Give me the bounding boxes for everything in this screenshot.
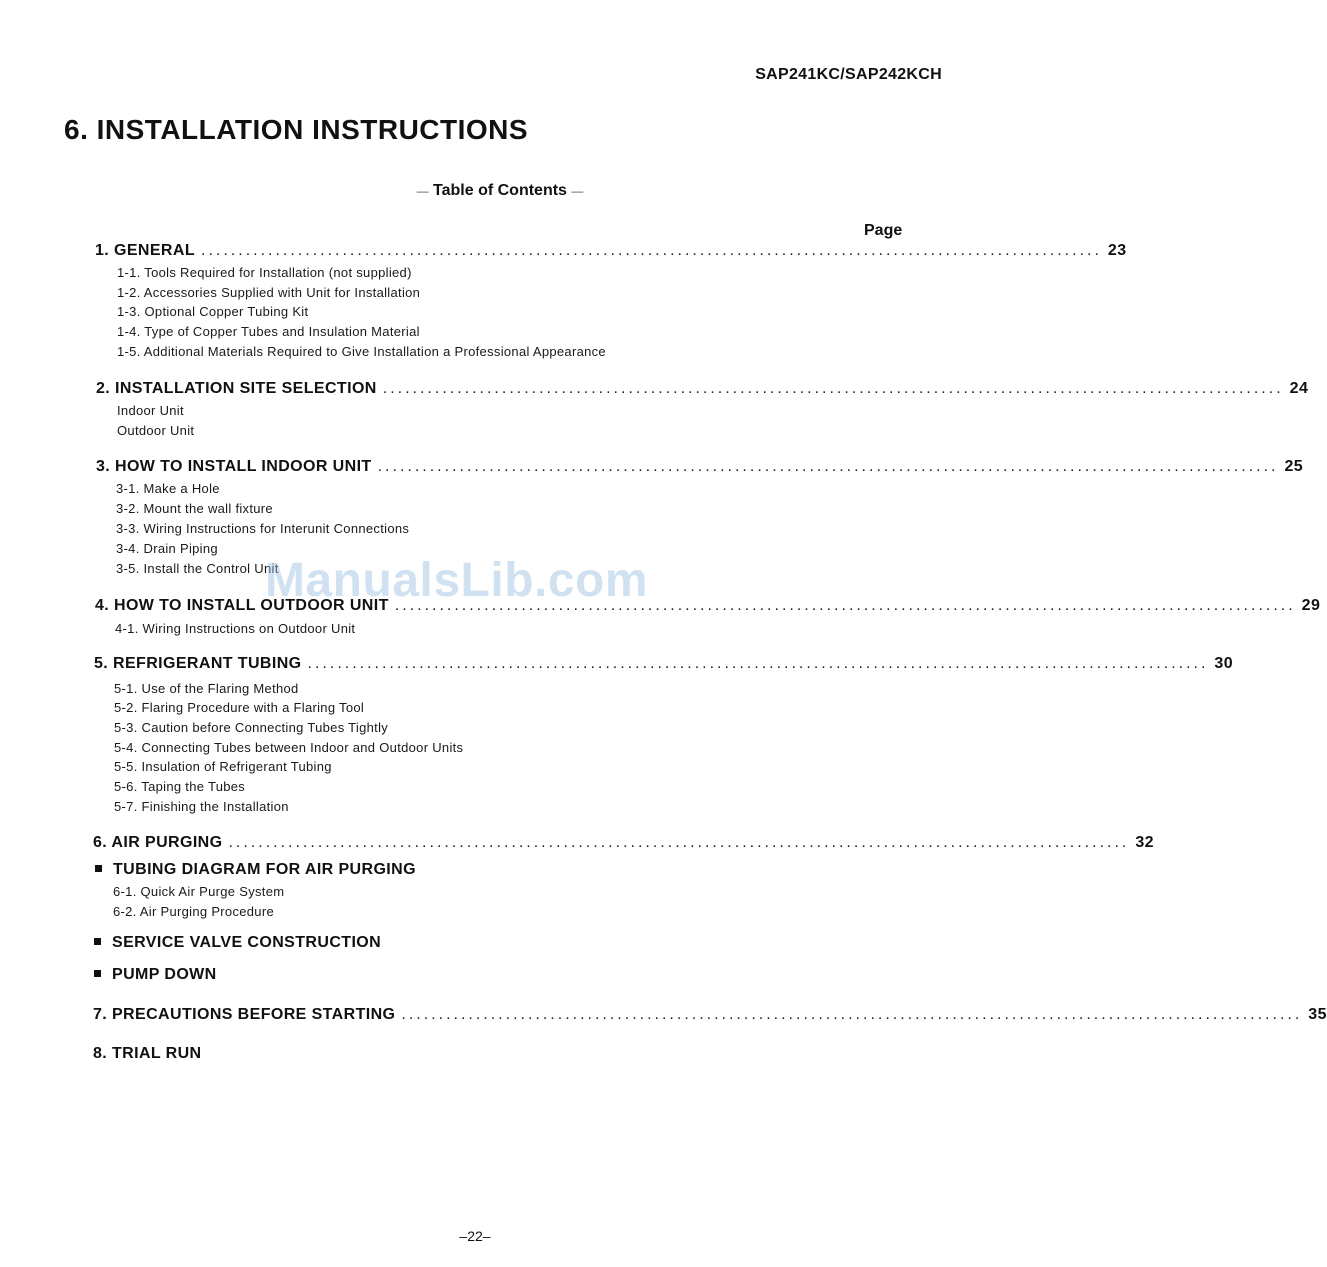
- toc-subentry[interactable]: 6-2. Air Purging Procedure: [113, 904, 274, 919]
- toc-subentry[interactable]: 5-1. Use of the Flaring Method: [114, 681, 299, 696]
- leader-dots: .........................................................................................................................: [228, 834, 1130, 851]
- toc-subentry[interactable]: 3-4. Drain Piping: [116, 541, 218, 556]
- toc-entry-page: 32: [1135, 834, 1154, 851]
- toc-dash-right: —: [571, 184, 584, 198]
- toc-subentry[interactable]: 1-4. Type of Copper Tubes and Insulation Material: [117, 324, 420, 339]
- leader-dots: .........................................................................................................................: [201, 242, 1102, 259]
- toc-subentry[interactable]: 1-1. Tools Required for Installation (not supplied): [117, 265, 412, 280]
- toc-subentry[interactable]: 5-2. Flaring Procedure with a Flaring Tool: [114, 700, 365, 715]
- toc-bullet-label: TUBING DIAGRAM FOR AIR PURGING: [113, 861, 416, 878]
- toc-entry-page: 24: [1289, 380, 1309, 397]
- toc-entry-air-purging[interactable]: [93, 834, 1154, 852]
- toc-subentry[interactable]: 3-5. Install the Control Unit: [116, 561, 279, 576]
- square-bullet-icon: [94, 970, 101, 977]
- toc-entry-precautions[interactable]: [93, 1006, 1327, 1024]
- toc-entry-label: 4. HOW TO INSTALL OUTDOOR UNIT: [95, 597, 389, 614]
- page-title: 6. INSTALLATION INSTRUCTIONS: [64, 114, 529, 145]
- toc-entry-page: 29: [1301, 597, 1321, 614]
- square-bullet-icon: [95, 865, 102, 872]
- toc-dash-left: —: [416, 184, 429, 198]
- toc-entry-label: 2. INSTALLATION SITE SELECTION: [96, 380, 377, 397]
- toc-subentry[interactable]: 5-5. Insulation of Refrigerant Tubing: [114, 759, 332, 774]
- toc-entry-page: 23: [1107, 242, 1127, 259]
- leader-dots: .........................................................................................................................: [401, 1006, 1303, 1023]
- toc-entry-indoor-unit[interactable]: [96, 458, 1304, 476]
- toc-entry-page: 25: [1284, 458, 1304, 475]
- toc-bullet-label: PUMP DOWN: [112, 966, 217, 983]
- toc-entry-label: 6. AIR PURGING: [93, 834, 223, 851]
- toc-entry-outdoor-unit[interactable]: [95, 597, 1321, 615]
- toc-entry-label: 7. PRECAUTIONS BEFORE STARTING: [93, 1006, 396, 1023]
- square-bullet-icon: [94, 938, 101, 945]
- toc-subentry[interactable]: Indoor Unit: [117, 403, 184, 418]
- toc-bullet-pump-down[interactable]: [94, 966, 217, 984]
- watermark-logo: ManualsLib.com: [265, 554, 649, 607]
- leader-dots: .........................................................................................................................: [307, 655, 1209, 672]
- toc-entry-page: 30: [1214, 655, 1234, 672]
- toc-entry-label: 1. GENERAL: [95, 242, 196, 259]
- page-number: –22–: [459, 1228, 491, 1244]
- leader-dots: .........................................................................................................................: [377, 458, 1279, 475]
- toc-entry-label: 5. REFRIGERANT TUBING: [94, 655, 302, 672]
- toc-subentry[interactable]: 4-1. Wiring Instructions on Outdoor Unit: [115, 621, 356, 636]
- toc-subentry[interactable]: 5-4. Connecting Tubes between Indoor and Outdoor Units: [114, 740, 464, 755]
- toc-subentry[interactable]: 3-3. Wiring Instructions for Interunit Connections: [116, 521, 410, 536]
- toc-entry-page: 35: [1308, 1006, 1327, 1023]
- toc-heading: [0, 182, 1000, 200]
- toc-subentry[interactable]: 1-5. Additional Materials Required to Give Installation a Professional Appearance: [117, 344, 606, 359]
- toc-entry-refrigerant-tubing[interactable]: [94, 655, 1234, 673]
- toc-bullet-label: SERVICE VALVE CONSTRUCTION: [112, 934, 382, 951]
- toc-entry-label: 8. TRIAL RUN: [93, 1045, 202, 1062]
- toc-subentry[interactable]: 5-6. Taping the Tubes: [114, 779, 246, 794]
- toc-entry-trial-run[interactable]: [93, 1045, 202, 1063]
- toc-entry-label: 3. HOW TO INSTALL INDOOR UNIT: [96, 458, 372, 475]
- toc-subentry[interactable]: 1-2. Accessories Supplied with Unit for Installation: [117, 285, 421, 300]
- toc-subentry[interactable]: 6-1. Quick Air Purge System: [113, 884, 285, 899]
- toc-heading-text: Table of Contents: [433, 182, 567, 199]
- toc-subentry[interactable]: 5-7. Finishing the Installation: [114, 799, 289, 814]
- toc-subentry[interactable]: 3-1. Make a Hole: [116, 481, 220, 496]
- leader-dots: .........................................................................................................................: [394, 597, 1296, 614]
- leader-dots: .........................................................................................................................: [382, 380, 1284, 397]
- toc-subentry[interactable]: 1-3. Optional Copper Tubing Kit: [117, 304, 309, 319]
- page-column-header: Page: [864, 222, 903, 239]
- model-number: SAP241KC/SAP242KCH: [755, 66, 942, 83]
- toc-subentry[interactable]: Outdoor Unit: [117, 423, 195, 438]
- toc-subentry[interactable]: 3-2. Mount the wall fixture: [116, 501, 273, 516]
- toc-bullet-tubing-diagram[interactable]: [95, 861, 416, 879]
- toc-entry-site-selection[interactable]: [96, 380, 1309, 398]
- toc-bullet-service-valve[interactable]: [94, 934, 381, 952]
- toc-entry-general[interactable]: [95, 242, 1127, 260]
- toc-subentry[interactable]: 5-3. Caution before Connecting Tubes Tightly: [114, 720, 389, 735]
